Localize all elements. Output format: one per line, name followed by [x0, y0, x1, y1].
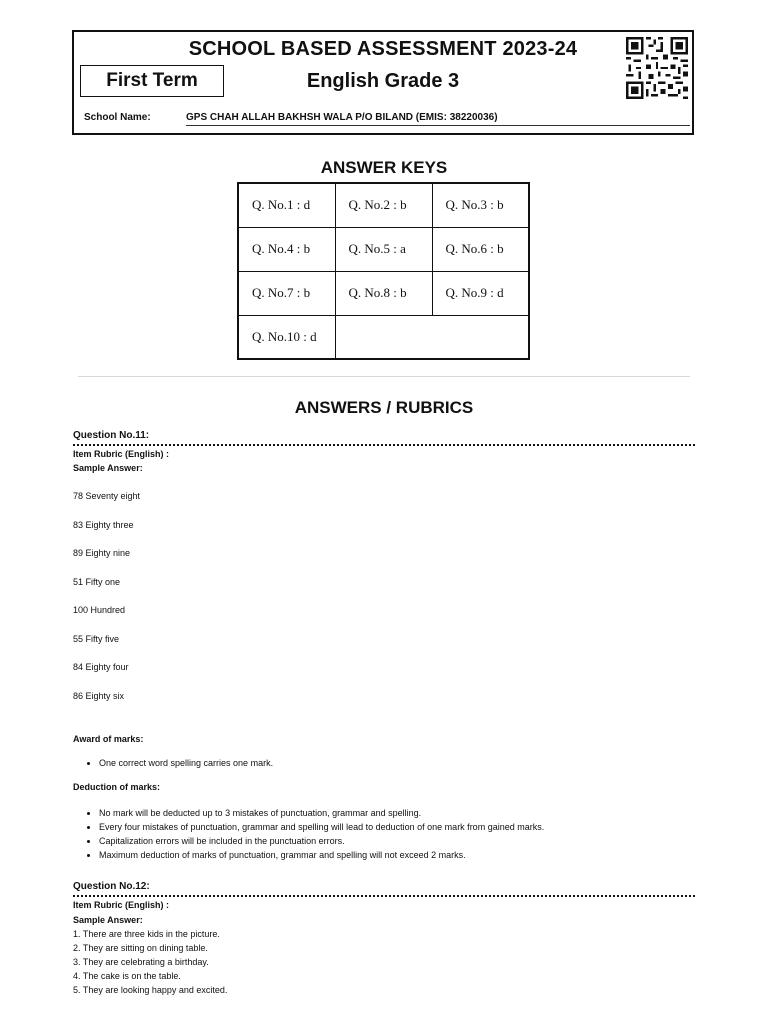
school-name-value: GPS CHAH ALLAH BAKHSH WALA P/O BILAND (EMIS: 38220036) [186, 112, 690, 126]
q11-answer: 84 Eighty four [73, 662, 129, 672]
q12-answer: 4. The cake is on the table. [73, 971, 181, 981]
q12-answer: 2. They are sitting on dining table. [73, 943, 208, 953]
q12-answer: 1. There are three kids in the picture. [73, 929, 220, 939]
deduction-of-marks-list [73, 806, 544, 862]
q12-answer: 5. They are looking happy and excited. [73, 985, 228, 995]
list-item: • Capitalization errors will be included in the punctuation errors. [99, 834, 544, 848]
term-label: First Term [80, 65, 224, 97]
q11-answer: 55 Fifty five [73, 634, 120, 644]
answer-key-cell: Q. No.4 : b [238, 227, 335, 271]
assessment-header [72, 30, 694, 135]
answer-keys-title: ANSWER KEYS [320, 158, 448, 177]
divider [78, 376, 690, 377]
question-11-heading: Question No.11: [73, 430, 150, 441]
list-item: • Maximum deduction of marks of punctuation, grammar and spelling will not exceed 2 marks. [99, 848, 544, 862]
answer-key-cell: Q. No.9 : d [432, 271, 529, 315]
q11-item-rubric: Item Rubric (English) : [73, 449, 170, 459]
q12-answer: 3. They are celebrating a birthday. [73, 957, 209, 967]
q12-sample-answer-label: Sample Answer: [73, 915, 143, 925]
q11-sample-answer-label: Sample Answer: [73, 463, 143, 473]
answer-key-cell: Q. No.6 : b [432, 227, 529, 271]
q11-answer: 100 Hundred [73, 605, 126, 615]
empty-cell [335, 315, 529, 359]
table-row [238, 183, 529, 227]
award-of-marks-list [73, 756, 273, 770]
q11-answer: 89 Eighty nine [73, 548, 131, 558]
award-of-marks-label: Award of marks: [73, 734, 144, 744]
q11-answer: 86 Eighty six [73, 691, 125, 701]
school-name-label: School Name: [84, 112, 151, 123]
q11-answer: 78 Seventy eight [73, 491, 141, 501]
q11-answer: 51 Fifty one [73, 577, 121, 587]
q12-item-rubric: Item Rubric (English) : [73, 900, 170, 910]
deduction-of-marks-label: Deduction of marks: [73, 782, 161, 792]
q11-answer: 83 Eighty three [73, 520, 134, 530]
answer-key-cell: Q. No.3 : b [432, 183, 529, 227]
answer-key-cell: Q. No.5 : a [335, 227, 432, 271]
answer-key-cell: Q. No.7 : b [238, 271, 335, 315]
assessment-title: SCHOOL BASED ASSESSMENT 2023-24 [188, 38, 578, 60]
answer-key-cell: Q. No.8 : b [335, 271, 432, 315]
table-row [238, 271, 529, 315]
dotted-divider [73, 895, 695, 897]
dotted-divider [73, 444, 695, 446]
list-item: • One correct word spelling carries one mark. [99, 756, 273, 770]
answer-key-cell: Q. No.1 : d [238, 183, 335, 227]
list-item: • Every four mistakes of punctuation, grammar and spelling will lead to deduction of one mark from gained marks. [99, 820, 544, 834]
list-item: • No mark will be deducted up to 3 mistakes of punctuation, grammar and spelling. [99, 806, 544, 820]
subject-grade: English Grade 3 [306, 70, 460, 92]
table-row [238, 227, 529, 271]
answer-key-cell: Q. No.10 : d [238, 315, 335, 359]
qr-code-icon [626, 36, 688, 100]
rubrics-title: ANSWERS / RUBRICS [294, 398, 474, 417]
answer-key-cell: Q. No.2 : b [335, 183, 432, 227]
table-row [238, 315, 529, 359]
question-12-heading: Question No.12: [73, 881, 150, 892]
answer-keys-table [237, 182, 530, 360]
